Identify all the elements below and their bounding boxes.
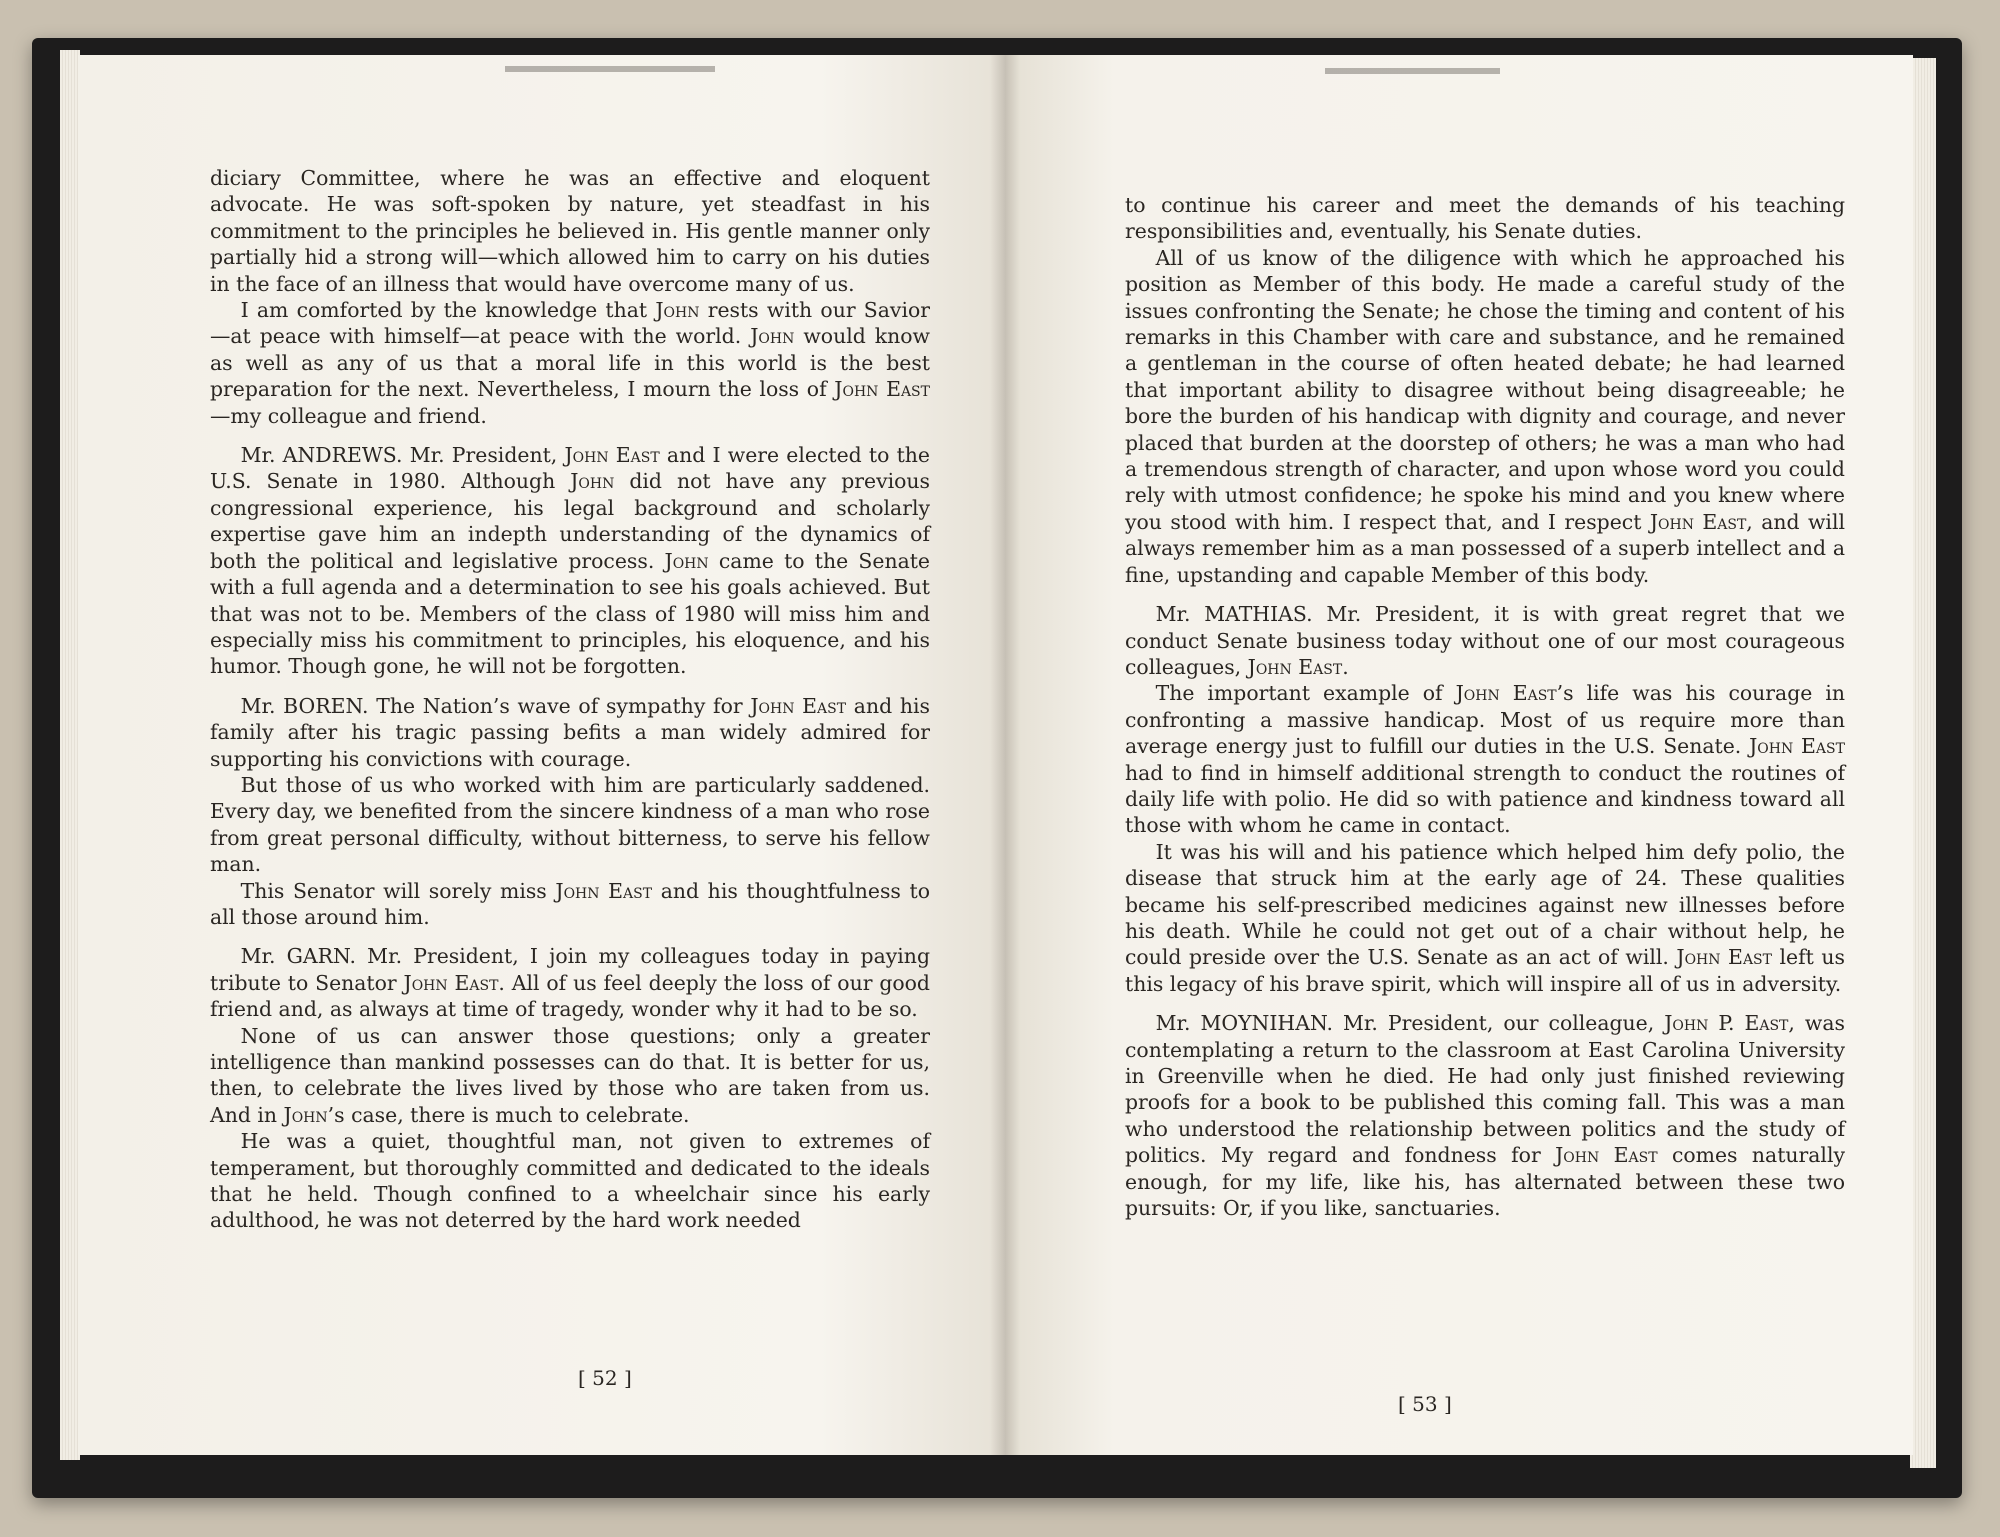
name-smallcaps: John P. East <box>1664 1011 1789 1036</box>
text-run: comes naturally enough, for my life, like his, has alternated between these two pursuits: Or, if you like, sanctuaries. <box>1125 1143 1845 1221</box>
speaker-paragraph <box>210 442 930 680</box>
text-run: The important example of <box>1155 681 1456 706</box>
text-run: Mr. GARN. Mr. President, I join my colleagues today in paying tribute to Senator <box>210 944 930 995</box>
text-run: would know as well as any of us that a moral life in this world is the best preparation for the next. Nevertheless, I mourn the loss of <box>210 324 930 402</box>
text-run: Mr. BOREN. The Nation’s wave of sympathy for <box>240 693 751 718</box>
page-number-53: [ 53 ] <box>1398 1392 1452 1416</box>
text-run: Mr. MOYNIHAN. Mr. President, our colleague, <box>1155 1011 1665 1036</box>
name-smallcaps: John <box>664 548 709 573</box>
text-run: and I were elected to the U.S. Senate in 1980. Although <box>210 443 930 494</box>
text-run: . All of us feel deeply the loss of our good friend and, as always at time of tragedy, wonder why it had to be so. <box>210 970 930 1022</box>
text-run: —my colleague and friend. <box>210 403 487 428</box>
text-run: All of us know of the diligence with which he approached his position as Member of this body. He made a careful study of the issues confronting the Senate; he chose the timing and content of his remarks in this Chamber with care and substance, and he remained a gentleman in the course of often heated debate; he had learned that important ability to disagree without being disagreeable; he bore the burden of his handicap with dignity and courage, and never placed that burden at the doorstep of others; he was a man who had a tremendous strength of character, and upon whose word you could rely with utmost confidence; he spoke his mind and you knew where you stood with him. I respect that, and I respect <box>1125 245 1845 534</box>
page-edges-right <box>1910 58 1936 1468</box>
text-run: ’s life was his courage in confronting a massive handicap. Most of us require more than average energy just to fulfill our duties in the U.S. Senate. <box>1125 681 1845 759</box>
bleed-through-header-right <box>1325 68 1500 74</box>
name-smallcaps: John East <box>834 377 930 402</box>
right-page-text <box>1125 192 1845 1221</box>
page-edges-left <box>60 50 80 1460</box>
text-run: . <box>1342 654 1349 679</box>
left-page-text <box>210 165 930 1234</box>
text-run: rests with our Savior—at peace with himself—at peace with the world. <box>210 298 930 349</box>
text-run: and his family after his tragic passing befits a man widely admired for supporting his convictions with courage. <box>210 693 930 771</box>
name-smallcaps: John East <box>564 443 660 468</box>
body-paragraph <box>210 165 930 297</box>
text-run: came to the Senate with a full agenda and a determination to see his goals achieved. But that was not to be. Members of the class of 1980 will miss him and especially miss his commitment to principles, his eloquence, and his humor. Though gone, he will not be forgotten. <box>210 548 930 679</box>
name-smallcaps: John East <box>1676 945 1772 970</box>
speaker-paragraph <box>1125 601 1845 680</box>
text-run: I am comforted by the knowledge that <box>240 298 656 323</box>
text-run: None of us can answer those questions; only a greater intelligence than mankind possesses can do that. It is better for us, then, to celebrate the lives lived by those who are taken from us. And in <box>210 1023 930 1127</box>
text-run: Mr. ANDREWS. Mr. President, <box>240 443 565 468</box>
name-smallcaps: John <box>750 324 795 349</box>
text-run: left us this legacy of his brave spirit, which will inspire all of us in adversity. <box>1125 945 1845 996</box>
text-run: , and will always remember him as a man possessed of a superb intellect and a fine, upstanding and capable Member of this body. <box>1125 509 1845 587</box>
name-smallcaps: John East <box>750 693 847 718</box>
name-smallcaps: John East <box>555 878 653 903</box>
name-smallcaps: John <box>655 298 700 323</box>
text-run: But those of us who worked with him are particularly saddened. Every day, we benefited from the sincere kindness of a man who rose from great personal difficulty, without bitterness, to serve his fellow man. <box>210 772 930 877</box>
body-paragraph <box>210 297 930 429</box>
text-run: had to find in himself additional strength to conduct the routines of daily life with polio. He did so with patience and kindness toward all those with whom he came in contact. <box>1125 760 1845 838</box>
text-run: This Senator will sorely miss <box>240 878 556 903</box>
name-smallcaps: John East <box>1555 1143 1658 1168</box>
text-run: He was a quiet, thoughtful man, not given to extremes of temperament, but thoroughly committed and dedicated to the ideals that he held. Though confined to a wheelchair since his early adulthood, he was not deterred by the hard work needed <box>210 1129 930 1233</box>
text-run: Mr. MATHIAS. Mr. President, it is with great regret that we conduct Senate business today without one of our most courageous colleagues, <box>1125 602 1845 679</box>
body-paragraph <box>1125 245 1845 588</box>
body-paragraph <box>210 1023 930 1129</box>
speaker-paragraph <box>210 943 930 1022</box>
name-smallcaps: John East <box>403 970 499 995</box>
book-gutter <box>990 55 1020 1455</box>
name-smallcaps: John East <box>1749 734 1845 759</box>
speaker-paragraph <box>210 693 930 772</box>
bleed-through-header-left <box>505 66 715 72</box>
text-run: diciary Committee, where he was an effective and eloquent advocate. He was soft-spoken by nature, yet steadfast in his commitment to the principles he believed in. His gentle manner only partially hid a strong will—which allowed him to carry on his duties in the face of an illness that would have overcome many of us. <box>210 166 930 296</box>
body-paragraph <box>1125 680 1845 838</box>
body-paragraph <box>1125 192 1845 245</box>
text-run: It was his will and his patience which helped him defy polio, the disease that struck him at the early age of 24. These qualities became his self-prescribed medicines against new illnesses before his death. While he could not get out of a chair without help, he could preside over the U.S. Senate as an act of will. <box>1125 839 1845 970</box>
text-run: to continue his career and meet the demands of his teaching responsibilities and, eventually, his Senate duties. <box>1125 193 1845 244</box>
name-smallcaps: John <box>283 1102 328 1127</box>
text-run: did not have any previous congressional experience, his legal background and scholarly expertise gave him an indepth understanding of the dynamics of both the political and legislative process. <box>210 469 930 573</box>
name-smallcaps: John <box>570 469 615 494</box>
body-paragraph <box>210 772 930 878</box>
name-smallcaps: John East <box>1455 681 1557 706</box>
text-run: and his thoughtfulness to all those around him. <box>210 878 930 929</box>
text-run: ’s case, there is much to celebrate. <box>327 1102 690 1127</box>
text-run: , was contemplating a return to the classroom at East Carolina University in Greenville when he died. He had only just finished reviewing proofs for a book to be published this coming fall. This was a man who understood the relationship between politics and the study of politics. My regard and fondness for <box>1125 1011 1845 1168</box>
body-paragraph <box>210 878 930 931</box>
page-number-52: [ 52 ] <box>578 1366 632 1390</box>
speaker-paragraph <box>1125 1010 1845 1221</box>
name-smallcaps: John East <box>1649 509 1747 534</box>
body-paragraph <box>210 1128 930 1234</box>
name-smallcaps: John East <box>1247 654 1343 679</box>
body-paragraph <box>1125 839 1845 997</box>
